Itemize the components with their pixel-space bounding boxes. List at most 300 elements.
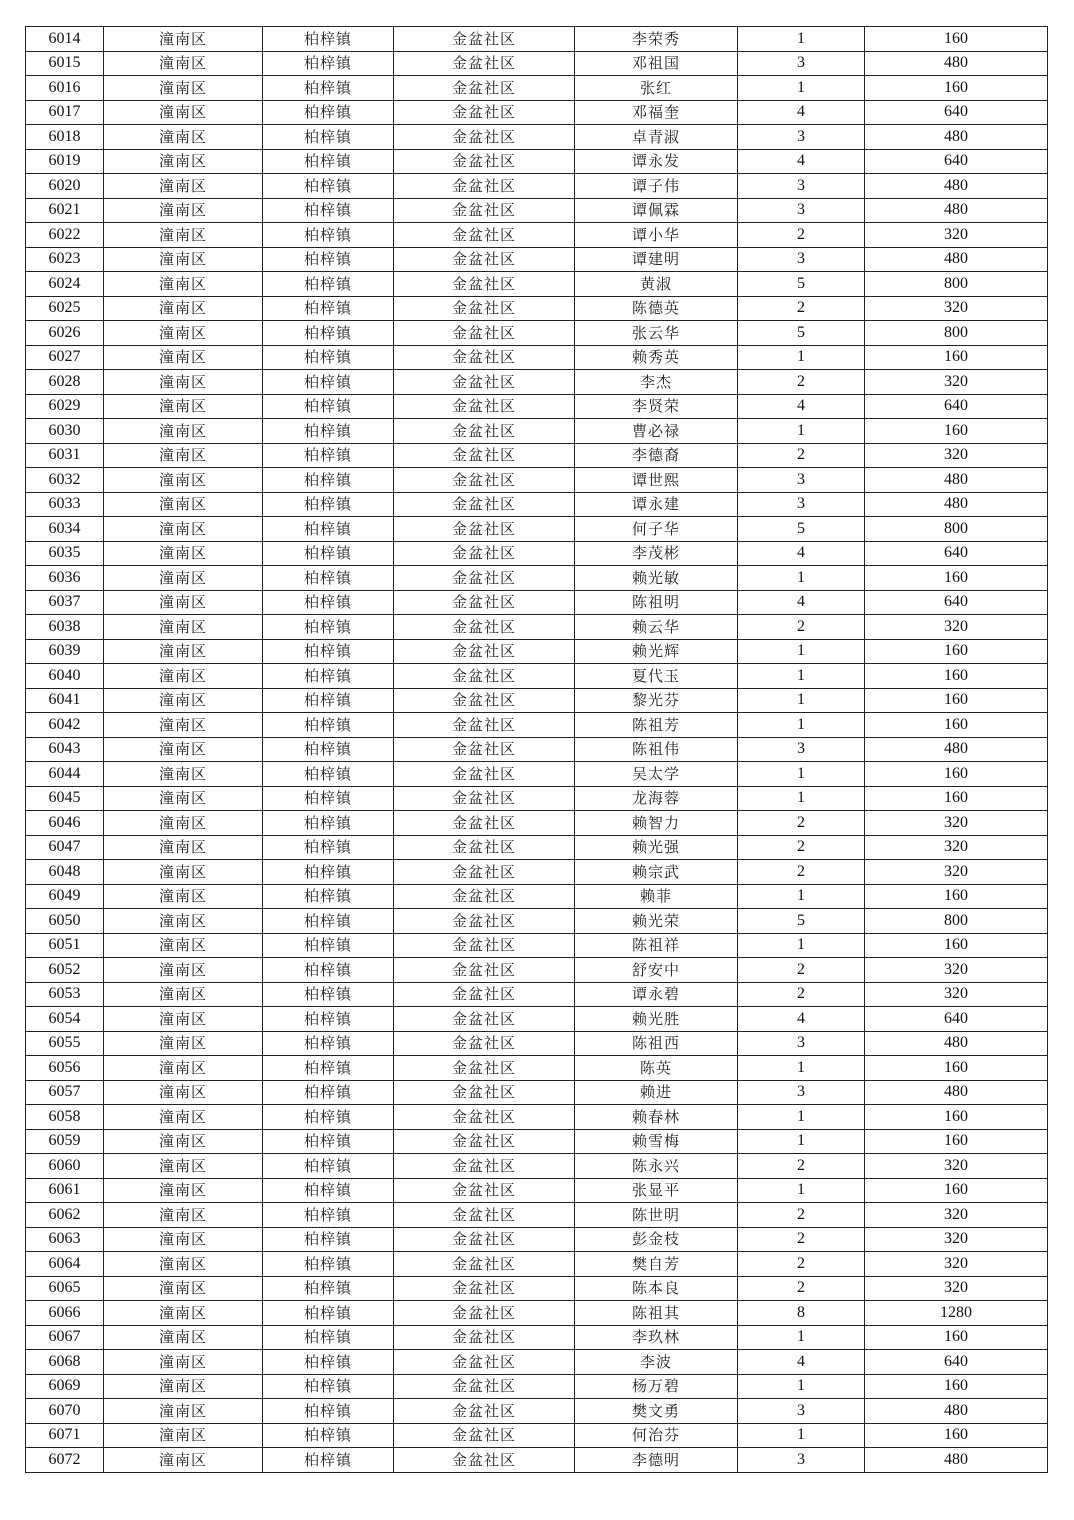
count-cell: 1: [738, 884, 865, 909]
district-cell: 潼南区: [104, 1203, 263, 1228]
row-number-cell: 6026: [26, 321, 104, 346]
community-cell: 金盆社区: [394, 1227, 575, 1252]
district-cell: 潼南区: [104, 443, 263, 468]
community-cell: 金盆社区: [394, 272, 575, 297]
table-row: [26, 1105, 1048, 1130]
table-row: [26, 149, 1048, 174]
row-number-cell: 6069: [26, 1374, 104, 1399]
amount-cell: 320: [865, 296, 1048, 321]
amount-cell: 160: [865, 1056, 1048, 1081]
table-row: [26, 713, 1048, 738]
town-cell: 柏梓镇: [263, 174, 394, 199]
count-cell: 3: [738, 1448, 865, 1473]
amount-cell: 320: [865, 1252, 1048, 1277]
district-cell: 潼南区: [104, 762, 263, 787]
name-cell: 赖雪梅: [575, 1129, 738, 1154]
row-number-cell: 6046: [26, 811, 104, 836]
count-cell: 2: [738, 443, 865, 468]
district-cell: 潼南区: [104, 51, 263, 76]
town-cell: 柏梓镇: [263, 443, 394, 468]
name-cell: 张红: [575, 76, 738, 101]
district-cell: 潼南区: [104, 1448, 263, 1473]
amount-cell: 480: [865, 1399, 1048, 1424]
table-row: [26, 125, 1048, 150]
town-cell: 柏梓镇: [263, 1056, 394, 1081]
count-cell: 2: [738, 860, 865, 885]
town-cell: 柏梓镇: [263, 419, 394, 444]
name-cell: 谭永碧: [575, 982, 738, 1007]
row-number-cell: 6031: [26, 443, 104, 468]
amount-cell: 480: [865, 247, 1048, 272]
table-row: [26, 541, 1048, 566]
name-cell: 赖春林: [575, 1105, 738, 1130]
name-cell: 曹必禄: [575, 419, 738, 444]
table-row: [26, 982, 1048, 1007]
table-row: [26, 517, 1048, 542]
amount-cell: 320: [865, 1203, 1048, 1228]
district-cell: 潼南区: [104, 982, 263, 1007]
community-cell: 金盆社区: [394, 51, 575, 76]
amount-cell: 160: [865, 76, 1048, 101]
name-cell: 赖光敏: [575, 566, 738, 591]
row-number-cell: 6061: [26, 1178, 104, 1203]
district-cell: 潼南区: [104, 590, 263, 615]
amount-cell: 160: [865, 419, 1048, 444]
table-row: [26, 51, 1048, 76]
community-cell: 金盆社区: [394, 149, 575, 174]
town-cell: 柏梓镇: [263, 664, 394, 689]
count-cell: 1: [738, 762, 865, 787]
amount-cell: 640: [865, 1350, 1048, 1375]
name-cell: 黄淑: [575, 272, 738, 297]
district-cell: 潼南区: [104, 786, 263, 811]
community-cell: 金盆社区: [394, 1252, 575, 1277]
district-cell: 潼南区: [104, 149, 263, 174]
count-cell: 2: [738, 615, 865, 640]
table-row: [26, 566, 1048, 591]
district-cell: 潼南区: [104, 1007, 263, 1032]
row-number-cell: 6022: [26, 223, 104, 248]
town-cell: 柏梓镇: [263, 272, 394, 297]
district-cell: 潼南区: [104, 272, 263, 297]
row-number-cell: 6015: [26, 51, 104, 76]
town-cell: 柏梓镇: [263, 1325, 394, 1350]
district-cell: 潼南区: [104, 1399, 263, 1424]
row-number-cell: 6025: [26, 296, 104, 321]
name-cell: 赖智力: [575, 811, 738, 836]
community-cell: 金盆社区: [394, 125, 575, 150]
community-cell: 金盆社区: [394, 100, 575, 125]
count-cell: 4: [738, 541, 865, 566]
community-cell: 金盆社区: [394, 664, 575, 689]
data-table: [25, 26, 1048, 1473]
name-cell: 樊自芳: [575, 1252, 738, 1277]
amount-cell: 1280: [865, 1301, 1048, 1326]
district-cell: 潼南区: [104, 492, 263, 517]
town-cell: 柏梓镇: [263, 198, 394, 223]
community-cell: 金盆社区: [394, 1350, 575, 1375]
district-cell: 潼南区: [104, 223, 263, 248]
table-row: [26, 786, 1048, 811]
town-cell: 柏梓镇: [263, 639, 394, 664]
town-cell: 柏梓镇: [263, 1276, 394, 1301]
community-cell: 金盆社区: [394, 688, 575, 713]
district-cell: 潼南区: [104, 1325, 263, 1350]
town-cell: 柏梓镇: [263, 958, 394, 983]
town-cell: 柏梓镇: [263, 223, 394, 248]
name-cell: 李德裔: [575, 443, 738, 468]
table-row: [26, 688, 1048, 713]
table-row: [26, 223, 1048, 248]
district-cell: 潼南区: [104, 1154, 263, 1179]
community-cell: 金盆社区: [394, 615, 575, 640]
table-row: [26, 639, 1048, 664]
amount-cell: 320: [865, 835, 1048, 860]
table-row: [26, 884, 1048, 909]
amount-cell: 160: [865, 639, 1048, 664]
amount-cell: 480: [865, 1031, 1048, 1056]
row-number-cell: 6032: [26, 468, 104, 493]
row-number-cell: 6067: [26, 1325, 104, 1350]
district-cell: 潼南区: [104, 370, 263, 395]
count-cell: 2: [738, 1252, 865, 1277]
name-cell: 夏代玉: [575, 664, 738, 689]
table-row: [26, 1129, 1048, 1154]
row-number-cell: 6056: [26, 1056, 104, 1081]
row-number-cell: 6040: [26, 664, 104, 689]
name-cell: 赖光强: [575, 835, 738, 860]
row-number-cell: 6020: [26, 174, 104, 199]
count-cell: 2: [738, 296, 865, 321]
table-row: [26, 198, 1048, 223]
name-cell: 李德明: [575, 1448, 738, 1473]
town-cell: 柏梓镇: [263, 713, 394, 738]
name-cell: 邓福奎: [575, 100, 738, 125]
name-cell: 黎光芬: [575, 688, 738, 713]
town-cell: 柏梓镇: [263, 76, 394, 101]
row-number-cell: 6016: [26, 76, 104, 101]
row-number-cell: 6066: [26, 1301, 104, 1326]
table-row: [26, 443, 1048, 468]
amount-cell: 480: [865, 468, 1048, 493]
name-cell: 陈祖伟: [575, 737, 738, 762]
town-cell: 柏梓镇: [263, 786, 394, 811]
town-cell: 柏梓镇: [263, 688, 394, 713]
amount-cell: 160: [865, 786, 1048, 811]
count-cell: 3: [738, 247, 865, 272]
row-number-cell: 6054: [26, 1007, 104, 1032]
count-cell: 2: [738, 811, 865, 836]
community-cell: 金盆社区: [394, 1399, 575, 1424]
town-cell: 柏梓镇: [263, 370, 394, 395]
town-cell: 柏梓镇: [263, 321, 394, 346]
amount-cell: 640: [865, 149, 1048, 174]
town-cell: 柏梓镇: [263, 590, 394, 615]
community-cell: 金盆社区: [394, 468, 575, 493]
name-cell: 赖进: [575, 1080, 738, 1105]
town-cell: 柏梓镇: [263, 1129, 394, 1154]
district-cell: 潼南区: [104, 321, 263, 346]
name-cell: 樊文勇: [575, 1399, 738, 1424]
row-number-cell: 6055: [26, 1031, 104, 1056]
count-cell: 1: [738, 1374, 865, 1399]
name-cell: 李茂彬: [575, 541, 738, 566]
district-cell: 潼南区: [104, 615, 263, 640]
town-cell: 柏梓镇: [263, 125, 394, 150]
district-cell: 潼南区: [104, 1276, 263, 1301]
row-number-cell: 6030: [26, 419, 104, 444]
row-number-cell: 6037: [26, 590, 104, 615]
district-cell: 潼南区: [104, 1031, 263, 1056]
district-cell: 潼南区: [104, 125, 263, 150]
amount-cell: 320: [865, 615, 1048, 640]
town-cell: 柏梓镇: [263, 100, 394, 125]
district-cell: 潼南区: [104, 811, 263, 836]
community-cell: 金盆社区: [394, 1276, 575, 1301]
district-cell: 潼南区: [104, 713, 263, 738]
amount-cell: 480: [865, 51, 1048, 76]
amount-cell: 160: [865, 1178, 1048, 1203]
row-number-cell: 6019: [26, 149, 104, 174]
name-cell: 陈德英: [575, 296, 738, 321]
row-number-cell: 6071: [26, 1423, 104, 1448]
district-cell: 潼南区: [104, 737, 263, 762]
community-cell: 金盆社区: [394, 1056, 575, 1081]
name-cell: 陈祖其: [575, 1301, 738, 1326]
amount-cell: 640: [865, 394, 1048, 419]
district-cell: 潼南区: [104, 688, 263, 713]
table-row: [26, 1056, 1048, 1081]
amount-cell: 640: [865, 590, 1048, 615]
name-cell: 张显平: [575, 1178, 738, 1203]
count-cell: 1: [738, 688, 865, 713]
name-cell: 李贤荣: [575, 394, 738, 419]
amount-cell: 480: [865, 198, 1048, 223]
community-cell: 金盆社区: [394, 247, 575, 272]
count-cell: 1: [738, 1056, 865, 1081]
amount-cell: 640: [865, 1007, 1048, 1032]
row-number-cell: 6043: [26, 737, 104, 762]
name-cell: 赖菲: [575, 884, 738, 909]
amount-cell: 160: [865, 1374, 1048, 1399]
row-number-cell: 6028: [26, 370, 104, 395]
table-row: [26, 1276, 1048, 1301]
community-cell: 金盆社区: [394, 223, 575, 248]
town-cell: 柏梓镇: [263, 1350, 394, 1375]
name-cell: 谭世熙: [575, 468, 738, 493]
count-cell: 3: [738, 198, 865, 223]
name-cell: 赖秀英: [575, 345, 738, 370]
community-cell: 金盆社区: [394, 1423, 575, 1448]
row-number-cell: 6045: [26, 786, 104, 811]
name-cell: 李杰: [575, 370, 738, 395]
amount-cell: 160: [865, 884, 1048, 909]
count-cell: 1: [738, 639, 865, 664]
row-number-cell: 6034: [26, 517, 104, 542]
count-cell: 2: [738, 1203, 865, 1228]
count-cell: 3: [738, 1031, 865, 1056]
row-number-cell: 6063: [26, 1227, 104, 1252]
table-row: [26, 345, 1048, 370]
town-cell: 柏梓镇: [263, 1080, 394, 1105]
amount-cell: 800: [865, 321, 1048, 346]
row-number-cell: 6068: [26, 1350, 104, 1375]
district-cell: 潼南区: [104, 933, 263, 958]
count-cell: 1: [738, 566, 865, 591]
name-cell: 吴太学: [575, 762, 738, 787]
row-number-cell: 6042: [26, 713, 104, 738]
district-cell: 潼南区: [104, 1374, 263, 1399]
row-number-cell: 6018: [26, 125, 104, 150]
count-cell: 1: [738, 27, 865, 52]
amount-cell: 640: [865, 100, 1048, 125]
community-cell: 金盆社区: [394, 639, 575, 664]
count-cell: 3: [738, 125, 865, 150]
count-cell: 2: [738, 1227, 865, 1252]
table-row: [26, 762, 1048, 787]
amount-cell: 320: [865, 811, 1048, 836]
count-cell: 8: [738, 1301, 865, 1326]
town-cell: 柏梓镇: [263, 737, 394, 762]
town-cell: 柏梓镇: [263, 1448, 394, 1473]
amount-cell: 160: [865, 1423, 1048, 1448]
community-cell: 金盆社区: [394, 982, 575, 1007]
town-cell: 柏梓镇: [263, 492, 394, 517]
name-cell: 李玖林: [575, 1325, 738, 1350]
town-cell: 柏梓镇: [263, 933, 394, 958]
name-cell: 谭永发: [575, 149, 738, 174]
name-cell: 陈本良: [575, 1276, 738, 1301]
table-row: [26, 811, 1048, 836]
name-cell: 谭小华: [575, 223, 738, 248]
count-cell: 3: [738, 51, 865, 76]
table-row: [26, 1007, 1048, 1032]
row-number-cell: 6051: [26, 933, 104, 958]
count-cell: 1: [738, 1423, 865, 1448]
table-row: [26, 1203, 1048, 1228]
district-cell: 潼南区: [104, 345, 263, 370]
name-cell: 李波: [575, 1350, 738, 1375]
amount-cell: 320: [865, 958, 1048, 983]
town-cell: 柏梓镇: [263, 541, 394, 566]
amount-cell: 480: [865, 125, 1048, 150]
community-cell: 金盆社区: [394, 1007, 575, 1032]
community-cell: 金盆社区: [394, 566, 575, 591]
row-number-cell: 6052: [26, 958, 104, 983]
name-cell: 陈祖西: [575, 1031, 738, 1056]
town-cell: 柏梓镇: [263, 468, 394, 493]
community-cell: 金盆社区: [394, 370, 575, 395]
town-cell: 柏梓镇: [263, 982, 394, 1007]
amount-cell: 160: [865, 713, 1048, 738]
town-cell: 柏梓镇: [263, 909, 394, 934]
row-number-cell: 6047: [26, 835, 104, 860]
town-cell: 柏梓镇: [263, 615, 394, 640]
amount-cell: 640: [865, 541, 1048, 566]
count-cell: 1: [738, 1178, 865, 1203]
town-cell: 柏梓镇: [263, 345, 394, 370]
name-cell: 谭子伟: [575, 174, 738, 199]
table-row: [26, 1374, 1048, 1399]
table-row: [26, 1154, 1048, 1179]
count-cell: 3: [738, 468, 865, 493]
count-cell: 5: [738, 321, 865, 346]
count-cell: 1: [738, 419, 865, 444]
amount-cell: 480: [865, 1080, 1048, 1105]
table-row: [26, 1252, 1048, 1277]
row-number-cell: 6014: [26, 27, 104, 52]
name-cell: 张云华: [575, 321, 738, 346]
table-row: [26, 590, 1048, 615]
count-cell: 1: [738, 1325, 865, 1350]
amount-cell: 320: [865, 443, 1048, 468]
district-cell: 潼南区: [104, 1056, 263, 1081]
count-cell: 2: [738, 1154, 865, 1179]
name-cell: 赖宗武: [575, 860, 738, 885]
count-cell: 5: [738, 909, 865, 934]
table-row: [26, 1178, 1048, 1203]
table-row: [26, 835, 1048, 860]
district-cell: 潼南区: [104, 174, 263, 199]
district-cell: 潼南区: [104, 664, 263, 689]
count-cell: 4: [738, 1007, 865, 1032]
amount-cell: 320: [865, 223, 1048, 248]
district-cell: 潼南区: [104, 1350, 263, 1375]
row-number-cell: 6041: [26, 688, 104, 713]
community-cell: 金盆社区: [394, 811, 575, 836]
district-cell: 潼南区: [104, 835, 263, 860]
amount-cell: 160: [865, 1129, 1048, 1154]
amount-cell: 800: [865, 272, 1048, 297]
count-cell: 3: [738, 174, 865, 199]
district-cell: 潼南区: [104, 198, 263, 223]
amount-cell: 800: [865, 517, 1048, 542]
name-cell: 赖云华: [575, 615, 738, 640]
town-cell: 柏梓镇: [263, 51, 394, 76]
row-number-cell: 6070: [26, 1399, 104, 1424]
community-cell: 金盆社区: [394, 394, 575, 419]
table-row: [26, 296, 1048, 321]
table-row: [26, 1448, 1048, 1473]
district-cell: 潼南区: [104, 909, 263, 934]
count-cell: 1: [738, 1105, 865, 1130]
name-cell: 陈祖明: [575, 590, 738, 615]
count-cell: 2: [738, 835, 865, 860]
name-cell: 赖光辉: [575, 639, 738, 664]
town-cell: 柏梓镇: [263, 1399, 394, 1424]
amount-cell: 480: [865, 737, 1048, 762]
name-cell: 陈祖祥: [575, 933, 738, 958]
count-cell: 3: [738, 1399, 865, 1424]
district-cell: 潼南区: [104, 884, 263, 909]
town-cell: 柏梓镇: [263, 27, 394, 52]
name-cell: 杨万碧: [575, 1374, 738, 1399]
community-cell: 金盆社区: [394, 27, 575, 52]
count-cell: 2: [738, 370, 865, 395]
table-row: [26, 394, 1048, 419]
table-row: [26, 321, 1048, 346]
table-row: [26, 860, 1048, 885]
town-cell: 柏梓镇: [263, 1301, 394, 1326]
district-cell: 潼南区: [104, 958, 263, 983]
district-cell: 潼南区: [104, 1105, 263, 1130]
row-number-cell: 6062: [26, 1203, 104, 1228]
community-cell: 金盆社区: [394, 835, 575, 860]
row-number-cell: 6065: [26, 1276, 104, 1301]
row-number-cell: 6050: [26, 909, 104, 934]
count-cell: 1: [738, 76, 865, 101]
row-number-cell: 6023: [26, 247, 104, 272]
